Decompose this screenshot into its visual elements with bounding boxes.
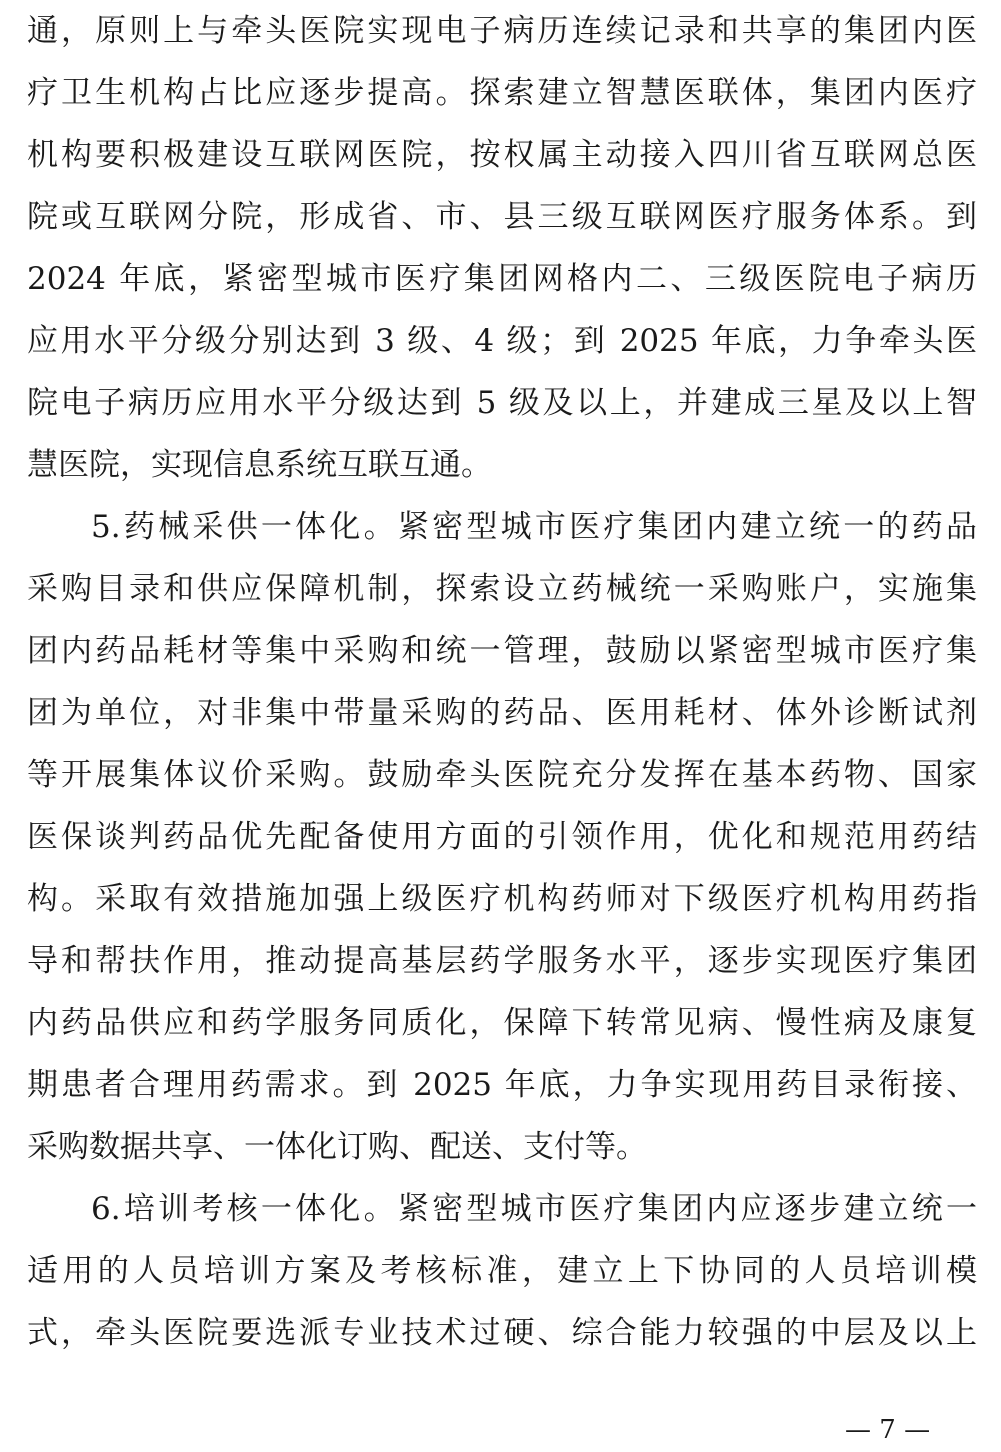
body-text-line: 院或互联网分院，形成省、市、县三级互联网医疗服务体系。到 [27, 199, 977, 235]
body-text-line: 院电子病历应用水平分级达到 5 级及以上，并建成三星及以上智 [27, 385, 977, 421]
section-heading-line: 6.培训考核一体化。紧密型城市医疗集团内应逐步建立统一 [91, 1191, 977, 1227]
body-text-line: 2024 年底，紧密型城市医疗集团网格内二、三级医院电子病历 [27, 261, 977, 297]
paragraph-last-line: 慧医院，实现信息系统互联互通。 [27, 447, 492, 483]
document-page [27, 0, 977, 1364]
body-text-line: 通，原则上与牵头医院实现电子病历连续记录和共享的集团内医 [27, 13, 977, 49]
body-text-line: 机构要积极建设互联网医院，按权属主动接入四川省互联网总医 [27, 137, 977, 173]
body-text-line: 团为单位，对非集中带量采购的药品、医用耗材、体外诊断试剂 [27, 695, 977, 731]
body-text-line: 内药品供应和药学服务同质化，保障下转常见病、慢性病及康复 [27, 1005, 977, 1041]
body-text-line: 疗卫生机构占比应逐步提高。探索建立智慧医联体，集团内医疗 [27, 75, 977, 111]
page-number: — 7 — [845, 1415, 931, 1445]
body-text-line: 导和帮扶作用，推动提高基层药学服务水平，逐步实现医疗集团 [27, 943, 977, 979]
body-text-line: 期患者合理用药需求。到 2025 年底，力争实现用药目录衔接、 [27, 1067, 977, 1103]
body-text-line: 适用的人员培训方案及考核标准，建立上下协同的人员培训模 [27, 1253, 977, 1289]
body-text-line: 式，牵头医院要选派专业技术过硬、综合能力较强的中层及以上 [27, 1315, 977, 1351]
body-text-line: 应用水平分级分别达到 3 级、4 级；到 2025 年底，力争牵头医 [27, 323, 977, 359]
body-text-line: 等开展集体议价采购。鼓励牵头医院充分发挥在基本药物、国家 [27, 757, 977, 793]
body-text-line: 采购目录和供应保障机制，探索设立药械统一采购账户，实施集 [27, 571, 977, 607]
body-text-line: 构。采取有效措施加强上级医疗机构药师对下级医疗机构用药指 [27, 881, 977, 917]
paragraph-last-line: 采购数据共享、一体化订购、配送、支付等。 [27, 1129, 647, 1165]
body-text-line: 团内药品耗材等集中采购和统一管理，鼓励以紧密型城市医疗集 [27, 633, 977, 669]
body-text-line: 医保谈判药品优先配备使用方面的引领作用，优化和规范用药结 [27, 819, 977, 855]
section-heading-line: 5.药械采供一体化。紧密型城市医疗集团内建立统一的药品 [91, 509, 977, 545]
